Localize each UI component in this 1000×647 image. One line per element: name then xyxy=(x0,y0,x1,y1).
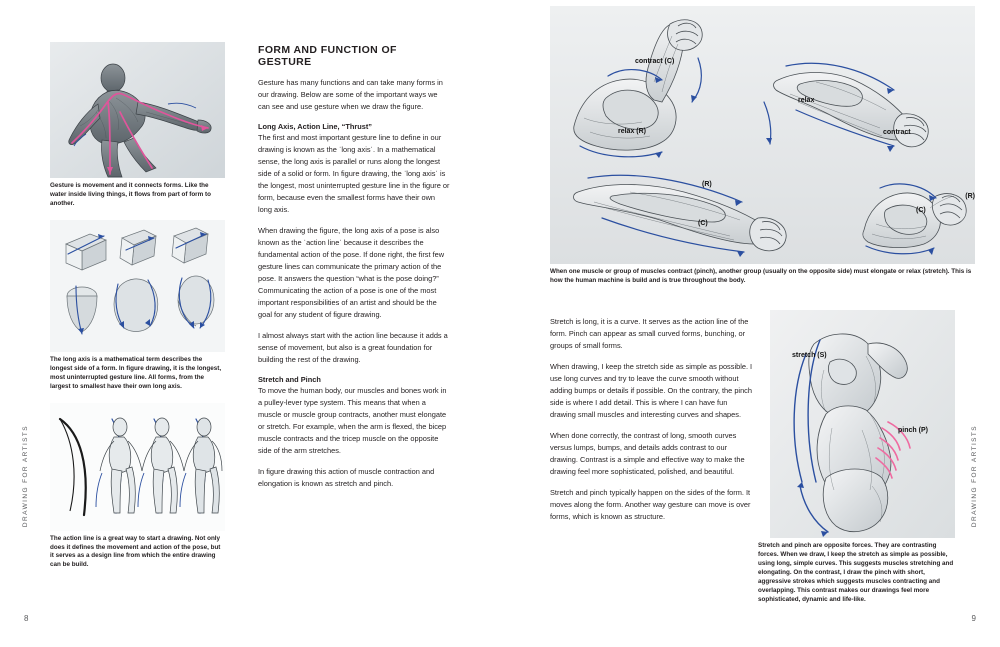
running-head-right: DRAWING FOR ARTISTS xyxy=(971,424,978,527)
action-line-figures-image xyxy=(50,403,225,531)
figure-long-axis xyxy=(50,220,225,392)
subheading-long-axis: Long Axis, Action Line, “Thrust” xyxy=(258,121,373,131)
label-relax-r: relax (R) xyxy=(618,128,647,135)
left-text-column xyxy=(258,44,450,499)
body-paragraph: Gesture has many functions and can take many forms in our drawing. Below are some of the important ways we can see and use gesture when we draw the figure. xyxy=(258,78,443,111)
torso-stretch-pinch-diagram xyxy=(770,310,955,538)
body-paragraph: To move the human body, our muscles and bones work in a pulley-lever type system. This means that when a muscle or muscle group contracts, another must elongate or stretch. For example, when the arm is flexed, the bicep muscle contracts and the tricep muscle on the opposite side of the arm stretches. xyxy=(258,385,447,455)
figure-caption: The long axis is a mathematical term describes the longest side of a form. In figure drawing, it is the longest, most uninterrupted gesture line. All forms, from the largest to smallest have their own long axis. xyxy=(50,355,222,390)
label-stretch-s: stretch (S) xyxy=(792,352,827,359)
label-r-lower-left: (R) xyxy=(702,181,712,188)
folio-left: 8 xyxy=(24,614,29,623)
figure-caption: Gesture is movement and it connects forms. Like the water inside living things, it flows from part of form to another. xyxy=(50,182,211,207)
body-paragraph: Stretch is long, it is a curve. It serves as the action line of the form. Pinch can appear as small curved forms, bunching, or groups of small forms. xyxy=(550,317,749,350)
right-text-column xyxy=(550,316,755,532)
body-paragraph: When drawing, I keep the stretch side as simple as possible. I use long curves and try to leave the curve smooth without adding bumps or details if possible. On the contrary, the pinch side is where I add detail. This is where I can have fun drawing small muscles and interesting curves and shapes. xyxy=(550,361,753,419)
torso-diagram-caption: Stretch and pinch are opposite forces. They are contrasting forces. When we draw, I keep the stretch as simple as possible, using long, simple curves. This suggests muscles stretching and elongating. On the contrast, I draw the pinch with short, aggressive strokes which suggests muscles contracting and overlapping. This contrast makes our drawings feel more sophisticated, dynamic and life-like. xyxy=(758,542,954,603)
label-c-lower-right: (C) xyxy=(916,207,926,214)
body-paragraph: Stretch and pinch typically happen on the sides of the form. It moves along the form. Another way gesture can move is over forms, which is known as structure. xyxy=(550,487,751,521)
running-head-left: DRAWING FOR ARTISTS xyxy=(22,424,29,527)
label-c-lower-left: (C) xyxy=(698,220,708,227)
figure-caption: The action line is a great way to start a drawing. Not only does it defines the movement and action of the pose, but it serves as a design line from which the entire drawing can be build. xyxy=(50,534,221,569)
body-paragraph: I almost always start with the action line because it adds a sense of movement, but also is a great foundation for building the rest of the drawing. xyxy=(258,330,448,364)
label-relax: relax xyxy=(798,97,815,104)
arm-contract-relax-diagram xyxy=(550,6,975,264)
figure-gesture-pointing xyxy=(50,42,225,209)
long-axis-forms-image xyxy=(50,220,225,352)
label-pinch-p: pinch (P) xyxy=(898,427,928,434)
gesture-figure-pointing-image xyxy=(50,42,225,178)
body-paragraph: The first and most important gesture line to define in our drawing is known as the ˈlong axisˈ. In a mathematical sense, the long axis is parallel or runs along the longest side of a solid or form. In figure drawing, the ˈlong axisˈ is the longest, most uninterrupted gesture line in the figure or form, because even the smallest forms have their own long axis. xyxy=(258,132,450,214)
body-paragraph: When done correctly, the contrast of long, smooth curves versus lumps, bumps, and details adds contrast to our drawing. Contrast is a simple and effective way to make the drawing feel more sophisticated, polished, and beautiful. xyxy=(550,430,745,476)
label-contract-c: contract (C) xyxy=(635,58,675,65)
label-r-lower-right: (R) xyxy=(965,193,975,200)
label-contract: contract xyxy=(883,129,911,136)
figure-action-line xyxy=(50,403,225,571)
subheading-stretch-pinch: Stretch and Pinch xyxy=(258,374,321,384)
body-paragraph: In figure drawing this action of muscle contraction and elongation is known as stretch and pinch. xyxy=(258,466,435,488)
left-figure-column xyxy=(50,42,225,581)
arm-diagram-caption: When one muscle or group of muscles contract (pinch), another group (usually on the opposite side) must elongate or relax (stretch). This is how the human machine is build and is true throughout the body. xyxy=(550,268,972,284)
section-heading: FORM AND FUNCTION OF GESTURE xyxy=(258,44,397,68)
body-paragraph: When drawing the figure, the long axis of a pose is also known as the ˈaction lineˈ because it describes the fundamental action of the pose. If done right, the first few gesture lines can communicate the primary action of the pose. It answers the question “what is the pose doing?” Communicating the action of a pose is one of the most important responsibilities of an artist and should be the goal for any student of figure drawing. xyxy=(258,225,445,319)
folio-right: 9 xyxy=(971,614,976,623)
